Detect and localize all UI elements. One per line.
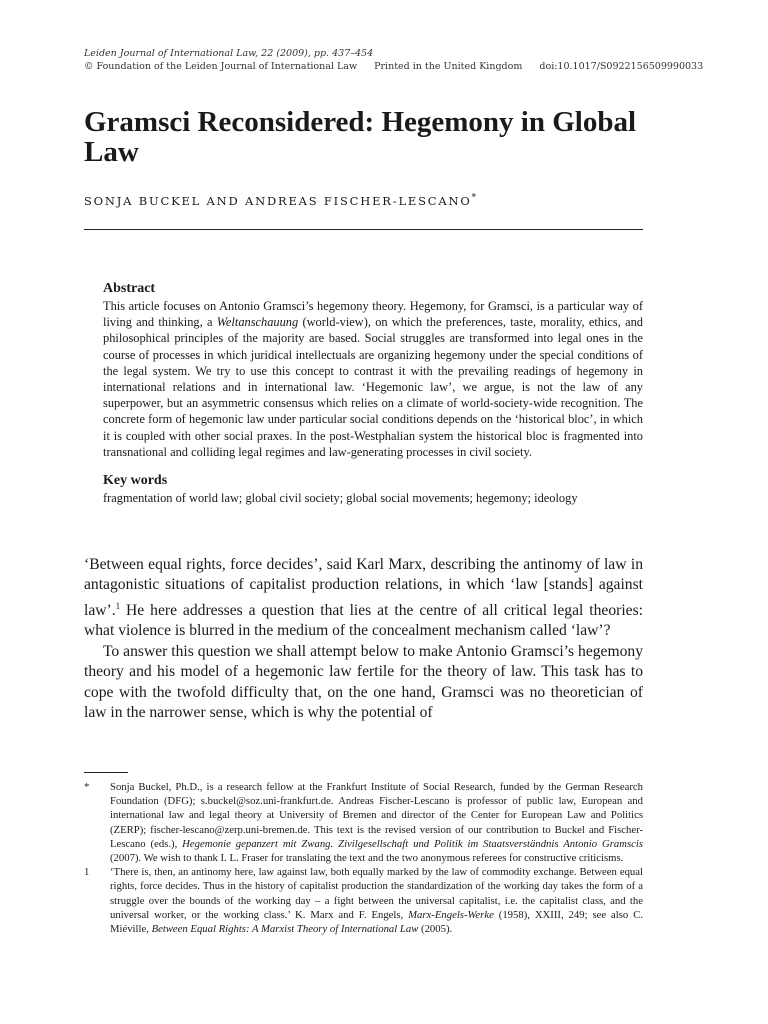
keywords-heading: Key words <box>103 473 168 489</box>
abstract-text: This article focuses on Antonio Gramsci’s hegemony theory. Hegemony, for Gramsci, is a particular way of living and thinking, a Weltanschauung (world-view), on which the preferences, taste, morality, ethics, and philosophical principles of the majority are based. Social struggles are transformed into legal ones in the course of processes in which juridical intellectuals are organizing hegemony under the special conditions of the legal system. We try to use this concept to contrast it with the prevailing readings of hegemony in international relations and in international law. ‘Hegemonic law’, we argue, is not the law of any superpower, but an asymmetric consensus which relies on a climate of world-society-wide recognition. The concrete form of hegemonic law under particular social conditions depends on the ‘historical bloc’, in which it is coupled with other social praxes. In the post-Westphalian system the historical bloc is fragmented into transnational and colliding legal regimes and law-generating processes in civil society. <box>103 299 643 459</box>
footnote-text: ‘There is, then, an antinomy here, law against law, both equally marked by the law of commodity exchange. Between equal rights, force decides. Thus in the history of capitalist production the standardization of the working day takes the form of a struggle over the bounds of the working day – a fight between the universal capitalist, i.e. the capitalist class, and the universal worker, or the working class.’ K. Marx and F. Engels, Marx-Engels-Werke (1958), XXIII, 249; see also C. Miéville, Between Equal Rights: A Marxist Theory of International Law (2005). <box>110 866 643 936</box>
author-footnote-mark: * <box>471 193 477 203</box>
footnote-ref-1[interactable]: 1 <box>115 600 121 611</box>
title-divider <box>84 229 643 230</box>
publication-info <box>84 60 717 73</box>
abstract-section <box>103 281 643 506</box>
footnote-1 <box>84 865 643 936</box>
author-names: SONJA BUCKEL AND ANDREAS FISCHER-LESCANO <box>84 193 472 208</box>
footnote-mark: 1 <box>84 866 90 879</box>
journal-citation: Leiden Journal of International Law, 22 (2009), pp. 437–454 <box>84 48 374 59</box>
doi: doi:10.1017/S0922156509990033 <box>539 61 704 72</box>
body-paragraph-2: To answer this question we shall attempt below to make Antonio Gramsci’s hegemony theory and his model of a hegemonic law fertile for the theory of law. This task has to cope with the twofold difficulty that, on the one hand, Gramsci was no theoretician of law in the narrower sense, which is why the potential of <box>84 642 643 722</box>
printed-location: Printed in the United Kingdom <box>374 61 523 72</box>
footnote-divider <box>84 772 128 773</box>
running-head <box>84 47 717 73</box>
copyright-notice: © Foundation of the Leiden Journal of International Law <box>84 61 358 72</box>
footnote-text: Sonja Buckel, Ph.D., is a research fellow at the Frankfurt Institute of Social Research, funded by the German Research Foundation (DFG); s.buckel@soz.uni-frankfurt.de. Andreas Fischer-Lescano is professor of public law, European and international law and legal theory at University of Bremen and director of the Center for European Law and Politics (ZERP); fischer-lescano@zerp.uni-bremen.de. This text is the revised version of our contribution to Buckel and Fischer-Lescano (eds.), Hegemonie gepanzert mit Zwang. Zivilgesellschaft und Politik im Staatsverständnis Antonio Gramscis (2007). We wish to thank I. L. Fraser for translating the text and the two anonymous referees for constructive criticisms. <box>110 781 643 865</box>
footnote-mark: * <box>84 781 90 793</box>
body-paragraph-1: ‘Between equal rights, force decides’, said Karl Marx, describing the antinomy of law in antagonistic situations of capitalist production relations, in which ‘law [stands] against law’.$^1$ He here addresses a question that lies at the centre of all critical legal theories: what violence is blurred in the medium of the concealment mechanism called ‘law’? <box>84 556 643 640</box>
abstract-heading: Abstract <box>103 281 156 296</box>
footnote-author <box>84 780 643 865</box>
body-text <box>84 555 643 723</box>
keywords-text: fragmentation of world law; global civil society; global social movements; hegemony; ideology <box>103 491 578 506</box>
footnotes <box>84 780 643 936</box>
article-title: Gramsci Reconsidered: Hegemony in Global Law <box>84 106 637 168</box>
article-authors <box>84 193 476 208</box>
